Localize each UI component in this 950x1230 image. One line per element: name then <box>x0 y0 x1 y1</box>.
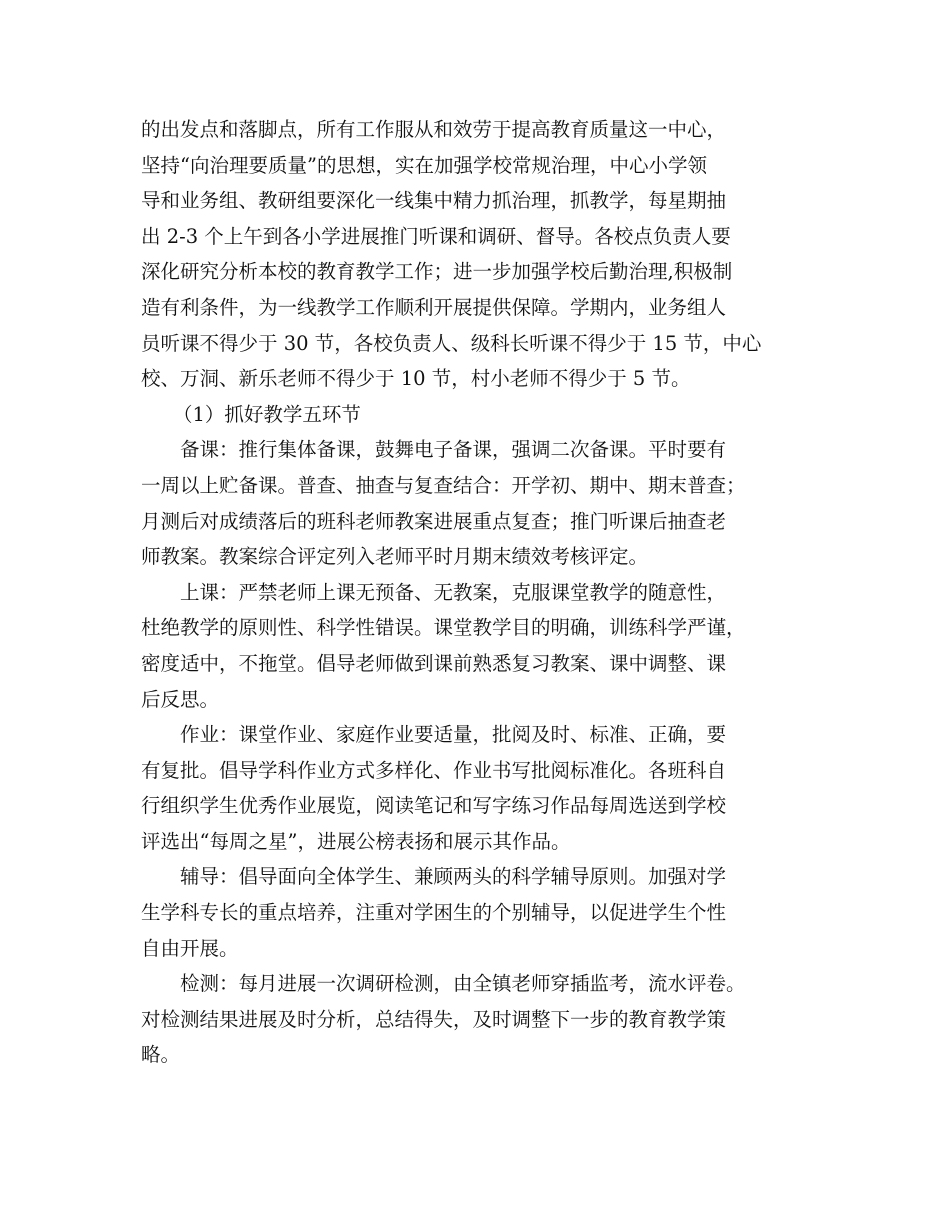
text-line: 自由开展。 <box>141 936 239 960</box>
document-body <box>141 112 841 1073</box>
text-line: 作业：课堂作业、家庭作业要适量，批阅及时、标准、正确，要 <box>180 723 727 747</box>
text-line: （1）抓好教学五环节 <box>173 402 361 426</box>
text-line: 造有利条件，为一线教学工作顺利开展提供保障。学期内，业务组人 <box>141 295 727 319</box>
section-heading <box>141 397 841 433</box>
text-line: 一周以上贮备课。普查、抽查与复查结合：开学初、期中、期末普查； <box>141 473 746 497</box>
text-line: 生学科专长的重点培养，注重对学困生的个别辅导，以促进学生个性 <box>141 901 727 925</box>
text-line: 杜绝教学的原则性、科学性错误。课堂教学目的明确，训练科学严谨， <box>141 616 746 640</box>
paragraph-tutoring <box>141 859 841 966</box>
text-line: 坚持“向治理要质量”的思想，实在加强学校常规治理，中心小学领 <box>141 153 707 177</box>
text-line: 备课：推行集体备课，鼓舞电子备课，强调二次备课。平时要有 <box>180 438 727 462</box>
text-line: 深化研究分析本校的教育教学工作；进一步加强学校后勤治理,积极制 <box>141 260 733 284</box>
text-line: 检测：每月进展一次调研检测，由全镇老师穿插监考，流水评卷。 <box>180 972 746 996</box>
paragraph-homework <box>141 717 841 859</box>
text-line: 对检测结果进展及时分析，总结得失，及时调整下一步的教育教学策 <box>141 1007 727 1031</box>
text-line: 行组织学生优秀作业展览，阅读笔记和写字练习作品每周选送到学校 <box>141 794 727 818</box>
text-line: 师教案。教案综合评定列入老师平时月期末绩效考核评定。 <box>141 545 649 569</box>
paragraph-testing <box>141 966 841 1073</box>
text-line: 后反思。 <box>141 687 220 711</box>
paragraph-lesson-prep <box>141 432 841 574</box>
text-line: 的出发点和落脚点，所有工作服从和效劳于提高教育质量这一中心， <box>141 118 727 141</box>
text-line: 有复批。倡导学科作业方式多样化、作业书写批阅标准化。各班科自 <box>141 758 727 782</box>
text-line: 员听课不得少于 30 节，各校负责人、级科长听课不得少于 15 节，中心 <box>141 331 762 355</box>
paragraph-intro <box>141 112 841 397</box>
text-line: 评选出“每周之星”，进展公榜表扬和展示其作品。 <box>141 829 571 853</box>
paragraph-teaching <box>141 575 841 717</box>
text-line: 上课：严禁老师上课无预备、无教案，克服课堂教学的随意性， <box>180 580 727 604</box>
text-line: 辅导：倡导面向全体学生、兼顾两头的科学辅导原则。加强对学 <box>180 865 727 889</box>
text-line: 略。 <box>141 1043 181 1067</box>
text-line: 出 2-3 个上午到各小学进展推门听课和调研、督导。各校点负责人要 <box>141 224 731 248</box>
text-line: 月测后对成绩落后的班科老师教案进展重点复查；推门听课后抽查老 <box>141 509 727 533</box>
text-line: 密度适中，不拖堂。倡导老师做到课前熟悉复习教案、课中调整、课 <box>141 651 727 675</box>
text-line: 校、万洞、新乐老师不得少于 10 节，村小老师不得少于 5 节。 <box>141 367 691 391</box>
text-line: 导和业务组、教研组要深化一线集中精力抓治理，抓教学，每星期抽 <box>141 189 727 213</box>
